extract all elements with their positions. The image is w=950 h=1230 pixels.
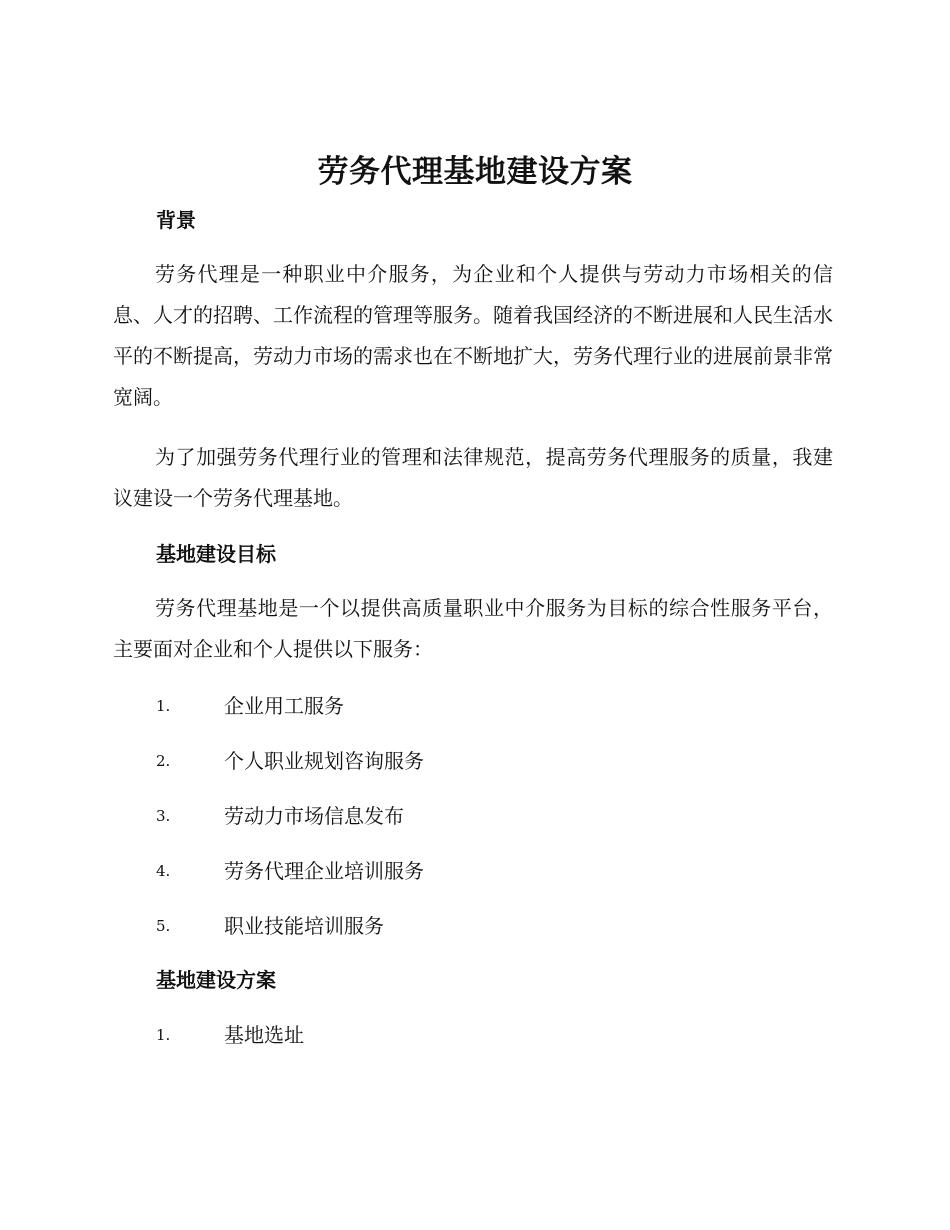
paragraph-background-1: 劳务代理是一种职业中介服务，为企业和个人提供与劳动力市场相关的信息、人才的招聘、工作流程的管理等服务。随着我国经济的不断进展和人民生活水平的不断提高，劳动力市场的需求也在不断地扩大，劳务代理行业的进展前景非常宽阔。 bbox=[113, 262, 833, 409]
document-title: 劳务代理基地建设方案 bbox=[317, 154, 633, 190]
list-item-number: 3. bbox=[156, 807, 171, 825]
list-item bbox=[156, 1020, 756, 1050]
list-item-text: 职业技能培训服务 bbox=[224, 914, 384, 938]
section-heading-plan: 基地建设方案 bbox=[156, 968, 276, 992]
list-item-number: 5. bbox=[156, 917, 171, 935]
list-item-number: 1. bbox=[156, 1026, 171, 1044]
list-item-text: 劳务代理企业培训服务 bbox=[224, 859, 424, 883]
section-heading-background: 背景 bbox=[156, 208, 196, 232]
list-item-number: 2. bbox=[156, 752, 171, 770]
list-item-text: 基地选址 bbox=[224, 1023, 304, 1047]
list-item bbox=[156, 691, 756, 721]
list-item-text: 企业用工服务 bbox=[224, 694, 344, 718]
paragraph-goals-1: 劳务代理基地是一个以提供高质量职业中介服务为目标的综合性服务平台，主要面对企业和个人提供以下服务： bbox=[113, 596, 833, 661]
paragraph-background-2: 为了加强劳务代理行业的管理和法律规范，提高劳务代理服务的质量，我建议建设一个劳务代理基地。 bbox=[113, 445, 833, 510]
section-heading-goals: 基地建设目标 bbox=[156, 542, 276, 566]
list-item-text: 个人职业规划咨询服务 bbox=[224, 749, 424, 773]
list-item-number: 4. bbox=[156, 862, 171, 880]
list-item bbox=[156, 746, 756, 776]
list-item-text: 劳动力市场信息发布 bbox=[224, 804, 404, 828]
list-item bbox=[156, 911, 756, 941]
list-item-number: 1. bbox=[156, 697, 171, 715]
list-item bbox=[156, 801, 756, 831]
list-item bbox=[156, 856, 756, 886]
